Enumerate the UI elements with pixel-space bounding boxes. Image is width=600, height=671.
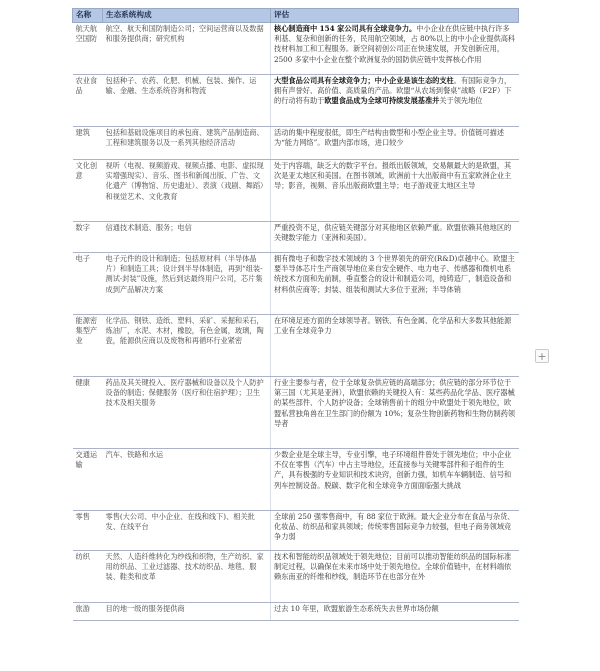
evaluation-text: 处于内容端，缺乏大的数字平台。报纸出版领域，交易额最大的是欧盟，其次是亚太地区和美国。在图书领域，欧洲前十大出版商中有五家欧洲企业主导；影音，视频、音乐出版商欧盟主导；电子游戏亚太地区主导 — [274, 161, 512, 191]
row-evaluation — [271, 253, 519, 315]
row-name: 文化创意 — [73, 160, 103, 222]
table-row — [73, 222, 519, 253]
row-name: 健康 — [73, 377, 103, 449]
row-evaluation — [271, 377, 519, 449]
table-row — [73, 449, 519, 511]
table-row — [73, 253, 519, 315]
evaluation-text: 少数企业是全球主导，专业引擎，电子环境组件曾处于领先地位；中小企业不仅在零售（汽车）中占主导地位，还直接参与关键零部件和子组件的生产，具有极强的专业知识和技术诀窍，创新力强，如机车车辆制造、信号和列车控制设备。脱碳、数字化和全球竞争方面面临强大挑战 — [274, 450, 512, 490]
row-evaluation — [271, 551, 519, 603]
evaluation-text: 关于领先地位 — [439, 96, 483, 106]
table-header — [73, 9, 519, 23]
row-evaluation — [271, 449, 519, 511]
evaluation-text: 中小企业在供应链中执行许多利基、复杂和创新的任务，民用航空领域，占 80%以上的中小企业提供高科技材料加工和工程服务。新空间初创公司正在快速发展，开发创新应用，2500 多家中小企业在整个欧洲复杂的国防供应链中发挥核心作用 — [274, 24, 516, 64]
table-row — [73, 160, 519, 222]
table-row — [73, 511, 519, 551]
evaluation-text: 行业主要参与者，位于全球复杂供应链的高端部分；供应链的部分环节位于第三国（尤其是亚洲），欧盟依赖的关键投入有：某些药品化学品、医疗器械的某些部件、个人防护设备；全球销售前十的组分中欧盟处于领先地位，欧盟私营独角兽在卫生部门的份额为 10%；复杂生物创新药物和生物仿制药领导者 — [274, 378, 516, 428]
row-name: 交通运输 — [73, 449, 103, 511]
row-evaluation — [271, 315, 519, 377]
evaluation-text: 拥有微电子和数字技术领域的 3 个世界领先的研究(R&D)卓越中心。欧盟主要半导体芯片生产商领导地位来自安全硬件、电力电子、传感器和微机电系统技术方面和先前制，垂直整合的设计和制造公司，纯铸造厂，制造设备和材料供应商等；封装、组装和测试大多位于亚洲；半导体销 — [274, 254, 515, 294]
row-ecosystem: 包括种子、农药、化肥、机械、包装、操作、运输、金融、生态系统咨询和物流 — [103, 75, 271, 127]
row-ecosystem: 化学品、钢铁、造纸、塑料、采矿、采掘和采石，炼油厂，水泥、木材，橡胶，有色金属，玻璃，陶瓷，能源供应商以及废物和再循环行业紧密 — [103, 315, 271, 377]
row-name: 能源密集型产业 — [73, 315, 103, 377]
ecosystem-table — [72, 8, 519, 621]
table-row — [73, 75, 519, 127]
row-ecosystem: 天然、人造纤维转化为纱线和织物，生产纺织、家用纺织品、工业过滤器、技术纺织品、地毯、服装、鞋类和皮革 — [103, 551, 271, 603]
row-name: 航天航空国防 — [73, 23, 103, 75]
evaluation-text: 在环境足迹方面的全球领导者。钢铁、有色金属、化学品和大多数其他能源工业有全球竞争力 — [274, 316, 512, 336]
row-evaluation — [271, 23, 519, 75]
evaluation-text: 。有国际竞争力，拥有声誉好、高价值、高质量的产品。欧盟“从农场到餐桌”战略（F2F）下的行动将有助于 — [274, 76, 512, 106]
table-body — [73, 23, 519, 621]
evaluation-text: 严重投资不足，供应链关键部分对其他地区依赖严重。欧盟依赖其他地区的关键数字能力（亚洲和美国）。 — [274, 223, 512, 243]
row-name: 纺织 — [73, 551, 103, 603]
row-name: 电子 — [73, 253, 103, 315]
row-evaluation — [271, 511, 519, 551]
evaluation-text: 过去 10 年里，欧盟旅游生态系统失去世界市场份额 — [274, 604, 439, 613]
row-ecosystem: 电子元件的设计和制造；包括原材料（半导体晶片）和制造工具；设计到半导体制造，再到“组装-测试-封装”设施，然后到达最终用户公司，芯片集成到产品解决方案 — [103, 253, 271, 315]
row-ecosystem: 信通技术制造、服务；电信 — [103, 222, 271, 253]
row-evaluation — [271, 160, 519, 222]
row-ecosystem: 目的地一级的服务提供商 — [103, 603, 271, 621]
table-row — [73, 315, 519, 377]
table-row — [73, 127, 519, 160]
header-row — [73, 9, 519, 23]
evaluation-emphasis: 核心制造商中 154 家公司具有全球竞争力。 — [274, 24, 417, 33]
add-row-button[interactable] — [535, 349, 549, 363]
table-row — [73, 23, 519, 75]
evaluation-emphasis: 欧盟食品成为全球可持续发展基准并 — [324, 96, 440, 106]
table-row — [73, 603, 519, 621]
row-evaluation — [271, 127, 519, 160]
row-evaluation — [271, 75, 519, 127]
row-name: 零售 — [73, 511, 103, 551]
row-ecosystem: 药品及其关键投入、医疗器械和设备以及个人防护设备的制造；保健服务（医疗和住宿护理）；卫生技术及相关服务 — [103, 377, 271, 449]
row-name: 农业食品 — [73, 75, 103, 127]
evaluation-emphasis: 大型食品公司具有全球竞争力；中小企业是该生态的支柱 — [274, 76, 454, 85]
table-row — [73, 551, 519, 603]
row-name: 建筑 — [73, 127, 103, 160]
row-evaluation — [271, 603, 519, 621]
row-ecosystem: 零售(大公司、中小企业、在线和线下)、相关批发、在线平台 — [103, 511, 271, 551]
header-name: 名称 — [73, 9, 103, 23]
evaluation-text: 技术和智能纺织品领域处于领先地位；目前可以推动智能纺织品的国际标准制定过程，以确保在未来市场中处于领先地位。全球价值链中，在材料端依赖东南亚的纤维和纱线，制造环节在也部分在外 — [274, 552, 512, 582]
row-ecosystem: 汽车、铁路和水运 — [103, 449, 271, 511]
row-evaluation — [271, 222, 519, 253]
row-ecosystem: 航空、航天和国防制造公司；空间运营商以及数据和服务提供商；研究机构 — [103, 23, 271, 75]
row-ecosystem: 视听（电视、视频游戏、视频点播、电影、虚拟现实增强现实）、音乐、图书和新闻出版、广告、文化遗产（博物馆、历史遗址）、表演（戏剧、舞蹈）和视觉艺术、文化教育 — [103, 160, 271, 222]
row-name: 旅游 — [73, 603, 103, 621]
row-ecosystem: 包括和基础设施项目的承包商、建筑产品制造商、工程和建筑服务以及一系列其他经济活动 — [103, 127, 271, 160]
evaluation-text: 全球前 250 强零售商中，有 88 家位于欧洲。最大企业分布在食品与杂货、化妆品、纺织品和家具领域；传统零售国际竞争力较强，但电子商务领域竞争力弱 — [274, 512, 515, 542]
header-ecosystem: 生态系统构成 — [103, 9, 271, 23]
table-row — [73, 377, 519, 449]
plus-icon: + — [537, 350, 547, 363]
header-evaluation: 评估 — [271, 9, 519, 23]
row-name: 数字 — [73, 222, 103, 253]
evaluation-text: 活动的集中程度很低，即生产结构由微型和小型企业主导。价值链可描述为“能力网络”。欧盟内部市场，进口较少 — [274, 128, 505, 148]
